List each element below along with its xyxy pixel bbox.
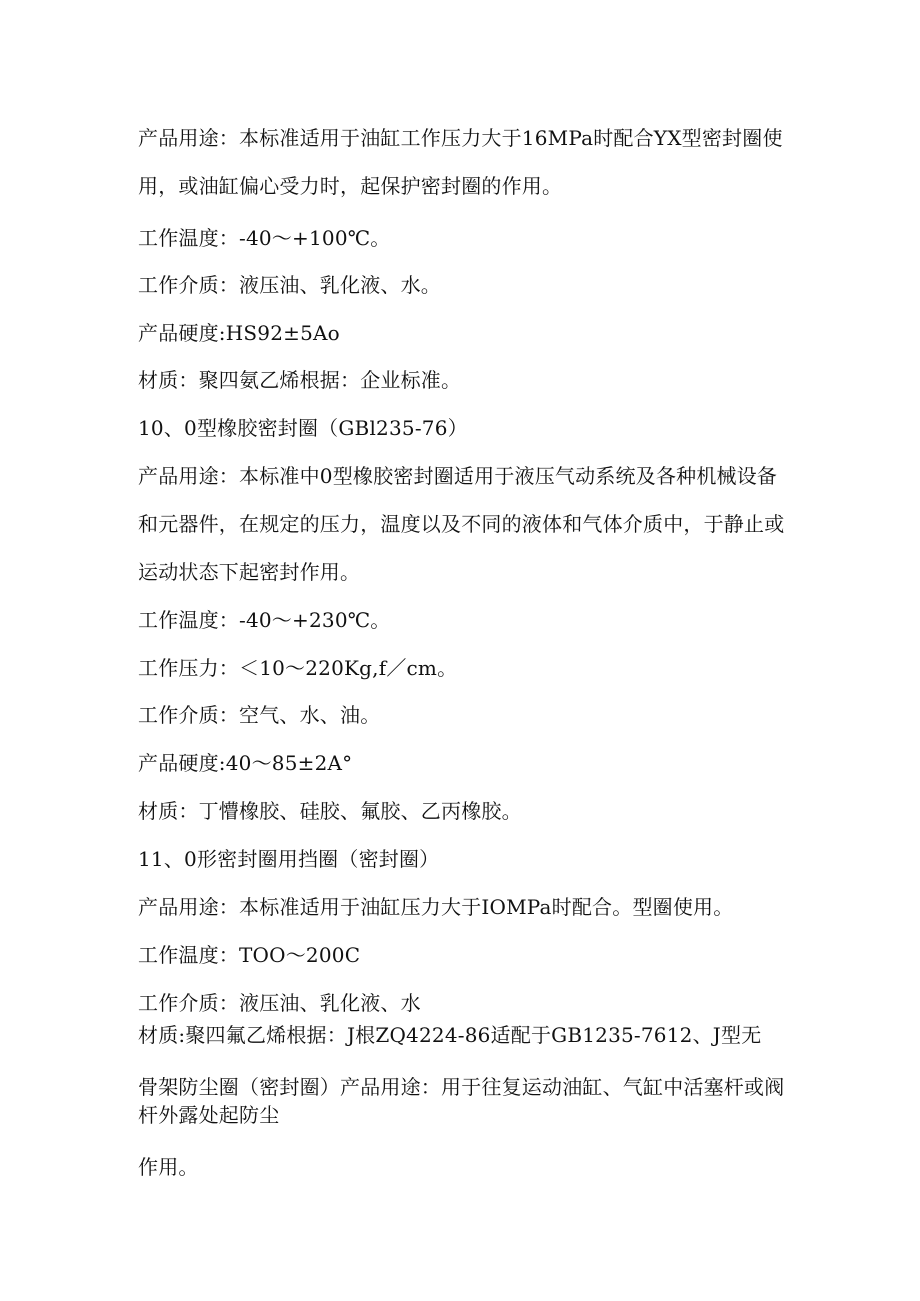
text-line: 产品硬度:HS92±5Ao: [138, 321, 340, 345]
text-line: 工作压力：＜10～220Kg,f／cm。: [138, 656, 458, 680]
text-line: 杆外露处起防尘: [138, 1103, 280, 1127]
text-line: 工作介质：液压油、乳化液、水。: [138, 273, 441, 297]
text-line: 产品用途：本标准适用于油缸工作压力大于16MPa时配合YX型密封圈使: [138, 126, 783, 150]
text-line: 用，或油缸偏心受力时，起保护密封圈的作用。: [138, 174, 563, 198]
text-line: 材质：丁懵橡胶、硅胶、氟胶、乙丙橡胶。: [138, 799, 522, 823]
text-line: 产品用途：本标准适用于油缸压力大于IOMPa时配合。型圈使用。: [138, 895, 734, 919]
text-line: 作用。: [138, 1155, 199, 1179]
section-heading: 11、0形密封圈用挡圈（密封圈）: [138, 847, 440, 871]
text-line: 骨架防尘圈（密封圈）产品用途：用于往复运动油缸、气缸中活塞杆或阀: [138, 1075, 785, 1099]
text-line: 材质：聚四氨乙烯根据：企业标准。: [138, 368, 462, 392]
text-line: 和元器件，在规定的压力，温度以及不同的液体和气体介质中，于静止或: [138, 512, 785, 536]
text-line: 工作温度：-40～+230℃。: [138, 608, 391, 632]
text-line: 工作温度：-40～+100℃。: [138, 226, 391, 250]
text-line: 材质:聚四氟乙烯根据：J根ZQ4224-86适配于GB1235-7612、J型无: [138, 1023, 762, 1047]
text-line: 运动状态下起密封作用。: [138, 560, 361, 584]
text-line: 产品硬度:40～85±2A°: [138, 751, 353, 775]
text-line: 工作介质：液压油、乳化液、水: [138, 991, 421, 1015]
text-line: 工作介质：空气、水、油。: [138, 703, 381, 727]
text-line: 产品用途：本标准中0型橡胶密封圈适用于液压气动系统及各种机械设备: [138, 464, 778, 488]
section-heading: 10、0型橡胶密封圈（GBl235-76）: [138, 416, 468, 440]
text-line: 工作温度：TOO～200C: [138, 943, 361, 967]
